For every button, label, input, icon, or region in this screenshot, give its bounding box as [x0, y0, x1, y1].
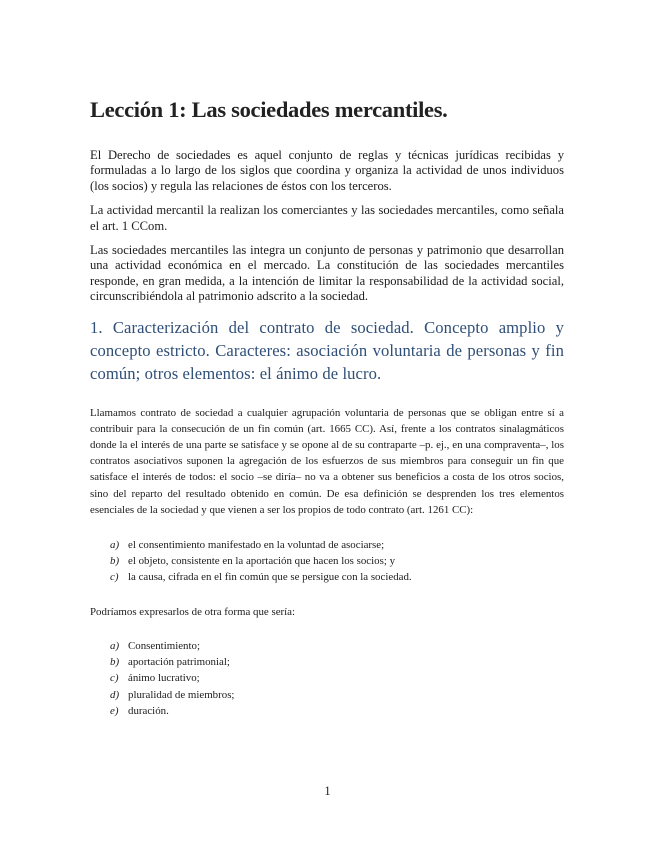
lesson-title: Lección 1: Las sociedades mercantiles. — [90, 97, 448, 122]
intro-paragraph-3: Las sociedades mercantiles las integra un conjunto de personas y patrimonio que desarrollan una actividad económica en el mercado. La constitución de las sociedades mercantiles responde, en gran medida, a la intención de limitar la responsabilidad de la actividad social, circunscribiéndola al patrimonio adscrito a la sociedad. — [90, 243, 564, 304]
alt-intro-paragraph: Podríamos expresarlos de otra forma que sería: — [90, 605, 296, 618]
elements-list — [90, 537, 564, 586]
page-number: 1 — [324, 784, 331, 798]
list-marker: c) — [110, 672, 119, 685]
list-marker: a) — [110, 639, 120, 652]
list-item-text: Consentimiento; — [128, 639, 200, 652]
list-marker: e) — [110, 704, 119, 717]
list-marker: d) — [110, 688, 120, 701]
list-marker: a) — [110, 539, 120, 552]
list-item — [110, 654, 564, 670]
section-heading: 1. Caracterización del contrato de sociedad. Concepto amplio y concepto estricto. Caracteres: asociación voluntaria de personas y fin común; otros elementos: el ánimo de lucro. — [90, 317, 564, 383]
list-item — [110, 537, 564, 553]
list-item-text: ánimo lucrativo; — [128, 672, 200, 685]
intro-paragraph-1: El Derecho de sociedades es aquel conjunto de reglas y técnicas jurídicas recibidas y formuladas a lo largo de los siglos que coordina y organiza la actividad de unos individuos (los socios) y regula las relaciones de éstos con los terceros. — [90, 148, 564, 193]
list-item-text: duración. — [128, 704, 169, 717]
list-item — [110, 553, 564, 569]
list-item-text: el consentimiento manifestado en la voluntad de asociarse; — [128, 539, 385, 552]
section-paragraph: Llamamos contrato de sociedad a cualquier agrupación voluntaria de personas que se obligan entre sí a contribuir para la consecución de un fin común (art. 1665 CC). Así, frente a los contratos sinalagmáticos donde la el interés de una parte se satisface y se opone al de su contraparte –p. ej., en una compraventa–, los contratos asociativos suponen la agregación de los esfuerzos de sus miembros para conseguir un fin que satisface el interés de todos: el socio –se diría– no va a obtener sus beneficios a costa de los otros socios, sino del reparto del resultado obtenido en común. De esa definición se desprenden los tres elementos esenciales de la sociedad y que vienen a ser los propios de todo contrato (art. 1261 CC): — [90, 406, 564, 516]
list-item — [110, 687, 564, 703]
list-item-text: la causa, cifrada en el fin común que se persigue con la sociedad. — [128, 571, 412, 584]
intro-paragraph-2: La actividad mercantil la realizan los comerciantes y las sociedades mercantiles, como señala el art. 1 CCom. — [90, 203, 564, 233]
list-item — [110, 638, 564, 654]
list-marker: b) — [110, 656, 120, 669]
list-item — [110, 703, 564, 719]
list-item-text: aportación patrimonial; — [128, 656, 230, 669]
alt-elements-list — [90, 638, 564, 719]
list-item-text: pluralidad de miembros; — [128, 688, 235, 701]
list-item — [110, 569, 564, 585]
page-content — [90, 96, 564, 719]
list-item — [110, 670, 564, 686]
list-marker: b) — [110, 555, 120, 568]
list-marker: c) — [110, 571, 119, 584]
list-item-text: el objeto, consistente en la aportación que hacen los socios; y — [128, 555, 396, 568]
